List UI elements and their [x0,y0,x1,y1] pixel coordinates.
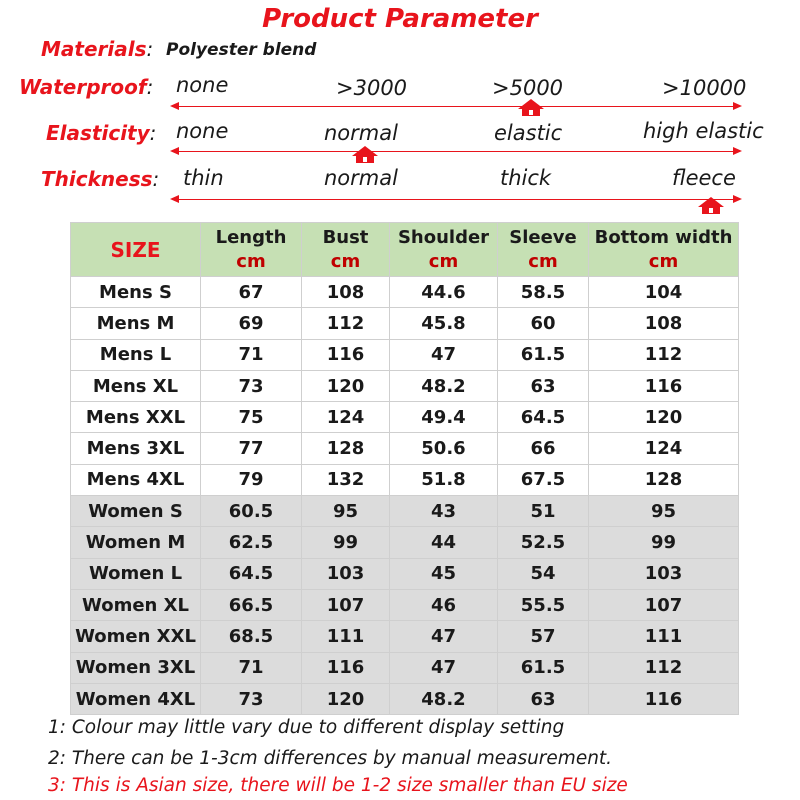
measurement-cell: 116 [302,339,390,370]
measurement-cell: 79 [201,464,302,495]
measurement-cell: 112 [302,308,390,339]
size-name-cell: Mens S [71,277,201,308]
measurement-cell: 58.5 [498,277,589,308]
measurement-cell: 63 [498,370,589,401]
measurement-cell: 48.2 [390,370,498,401]
materials-value: Polyester blend [166,40,317,60]
note-asian-size: 3: This is Asian size, there will be 1-2 size smaller than EU size [48,775,628,796]
measurement-cell: 55.5 [498,589,589,620]
table-row [71,589,739,620]
waterproof-scale-arrow [172,106,740,107]
measurement-cell: 51 [498,496,589,527]
column-header-bust: Bust cm [302,223,390,277]
column-header-bottom-width: Bottom width cm [589,223,739,277]
thickness-option: thin [183,166,224,190]
measurement-cell: 95 [589,496,739,527]
waterproof-option: >10000 [662,76,747,100]
unit-label: cm [648,250,679,272]
measurement-cell: 48.2 [390,683,498,714]
measurement-cell: 45 [390,558,498,589]
measurement-cell: 66 [498,433,589,464]
measurement-cell: 67 [201,277,302,308]
elasticity-scale-arrow [172,151,740,152]
elasticity-label: Elasticity: [46,121,157,145]
size-name-cell: Mens 4XL [71,464,201,495]
elasticity-option: high elastic [643,119,764,143]
measurement-cell: 66.5 [201,589,302,620]
table-row [71,277,739,308]
table-row [71,433,739,464]
size-name-cell: Women M [71,527,201,558]
unit-label: cm [528,250,558,272]
table-row [71,683,739,714]
waterproof-option: none [176,73,229,97]
measurement-cell: 108 [302,277,390,308]
column-header-shoulder: Shoulder cm [390,223,498,277]
measurement-cell: 45.8 [390,308,498,339]
measurement-cell: 120 [302,370,390,401]
measurement-cell: 69 [201,308,302,339]
measurement-cell: 54 [498,558,589,589]
table-header-row [71,223,739,277]
thickness-option: normal [324,166,398,190]
measurement-cell: 61.5 [498,339,589,370]
size-name-cell: Women XXL [71,621,201,652]
elasticity-option: none [176,119,229,143]
measurement-cell: 47 [390,339,498,370]
measurement-cell: 61.5 [498,652,589,683]
measurement-cell: 111 [302,621,390,652]
measurement-cell: 63 [498,683,589,714]
measurement-cell: 132 [302,464,390,495]
note-colour: 1: Colour may little vary due to different display setting [48,717,565,738]
size-name-cell: Mens L [71,339,201,370]
measurement-cell: 50.6 [390,433,498,464]
column-header-length: Length cm [201,223,302,277]
measurement-cell: 51.8 [390,464,498,495]
measurement-cell: 52.5 [498,527,589,558]
measurement-cell: 120 [302,683,390,714]
size-name-cell: Women 4XL [71,683,201,714]
measurement-cell: 49.4 [390,402,498,433]
elasticity-option: normal [324,121,398,145]
measurement-cell: 128 [589,464,739,495]
size-name-cell: Women 3XL [71,652,201,683]
measurement-cell: 116 [589,683,739,714]
table-row [71,370,739,401]
size-name-cell: Mens 3XL [71,433,201,464]
size-chart-table [70,222,739,715]
measurement-cell: 73 [201,683,302,714]
measurement-cell: 60.5 [201,496,302,527]
measurement-cell: 104 [589,277,739,308]
column-header-size: SIZE [71,223,201,277]
measurement-cell: 99 [589,527,739,558]
thickness-option: thick [500,166,552,190]
waterproof-label: Waterproof: [19,75,154,99]
unit-label: cm [330,250,361,272]
thickness-option: fleece [672,166,736,190]
measurement-cell: 64.5 [201,558,302,589]
table-row [71,496,739,527]
measurement-cell: 47 [390,652,498,683]
measurement-cell: 71 [201,339,302,370]
measurement-cell: 120 [589,402,739,433]
note-measurement: 2: There can be 1-3cm differences by manual measurement. [48,748,613,769]
measurement-cell: 67.5 [498,464,589,495]
measurement-cell: 44.6 [390,277,498,308]
thickness-label: Thickness: [41,167,160,191]
size-name-cell: Women S [71,496,201,527]
materials-label: Materials: [41,37,154,61]
elasticity-option: elastic [494,121,563,145]
measurement-cell: 108 [589,308,739,339]
page-title: Product Parameter [262,4,538,34]
measurement-cell: 57 [498,621,589,652]
measurement-cell: 124 [302,402,390,433]
measurement-cell: 124 [589,433,739,464]
thickness-scale-arrow [172,199,740,200]
measurement-cell: 44 [390,527,498,558]
measurement-cell: 107 [302,589,390,620]
size-name-cell: Women XL [71,589,201,620]
measurement-cell: 95 [302,496,390,527]
measurement-cell: 43 [390,496,498,527]
size-name-cell: Mens XXL [71,402,201,433]
measurement-cell: 68.5 [201,621,302,652]
measurement-cell: 111 [589,621,739,652]
size-name-cell: Mens M [71,308,201,339]
table-row [71,402,739,433]
measurement-cell: 73 [201,370,302,401]
table-row [71,339,739,370]
measurement-cell: 62.5 [201,527,302,558]
measurement-cell: 107 [589,589,739,620]
table-row [71,527,739,558]
table-row [71,652,739,683]
measurement-cell: 47 [390,621,498,652]
size-name-cell: Women L [71,558,201,589]
measurement-cell: 71 [201,652,302,683]
size-name-cell: Mens XL [71,370,201,401]
measurement-cell: 46 [390,589,498,620]
unit-label: cm [428,250,459,272]
measurement-cell: 75 [201,402,302,433]
waterproof-option: >5000 [492,76,564,100]
measurement-cell: 116 [302,652,390,683]
table-row [71,464,739,495]
unit-label: cm [236,250,266,272]
measurement-cell: 99 [302,527,390,558]
measurement-cell: 77 [201,433,302,464]
measurement-cell: 112 [589,339,739,370]
measurement-cell: 64.5 [498,402,589,433]
measurement-cell: 112 [589,652,739,683]
measurement-cell: 103 [589,558,739,589]
measurement-cell: 103 [302,558,390,589]
waterproof-option: >3000 [336,76,408,100]
table-row [71,308,739,339]
measurement-cell: 60 [498,308,589,339]
measurement-cell: 116 [589,370,739,401]
table-row [71,621,739,652]
table-row [71,558,739,589]
measurement-cell: 128 [302,433,390,464]
column-header-sleeve: Sleeve cm [498,223,589,277]
